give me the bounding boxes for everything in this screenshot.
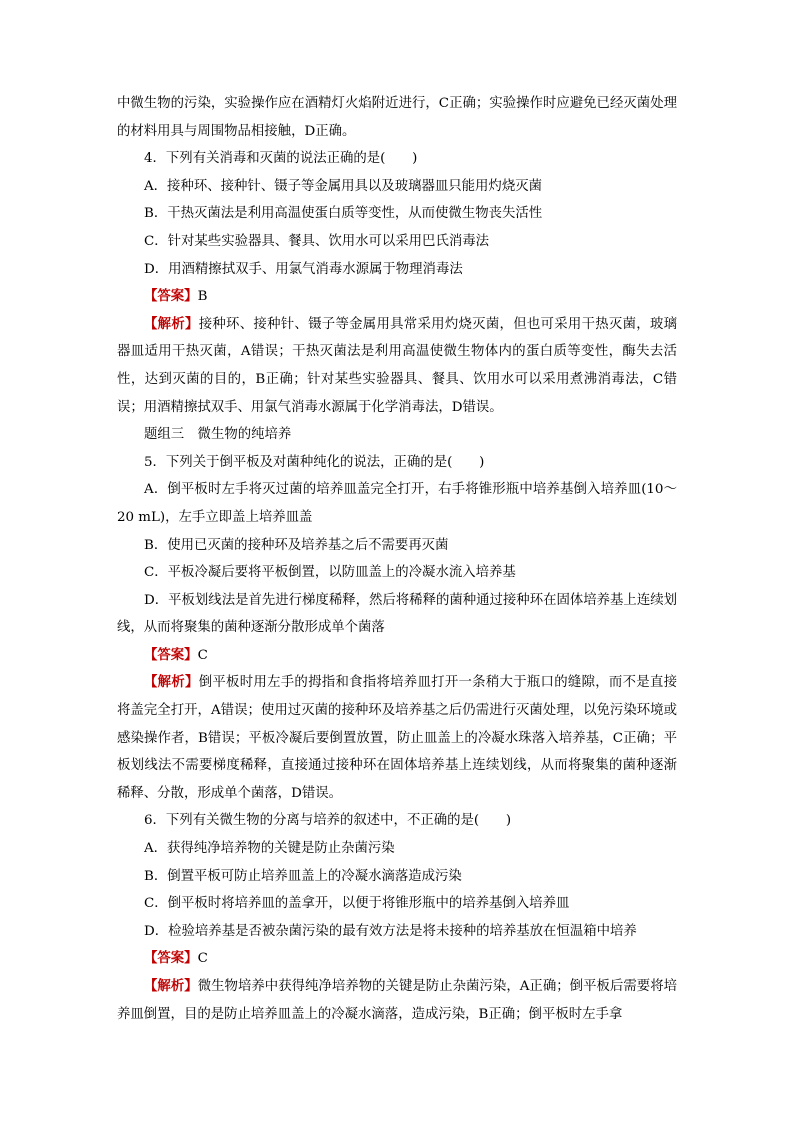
answer-value: C: [197, 951, 208, 967]
analysis-tag: 【解析】: [144, 315, 199, 332]
document-page: [117, 90, 677, 1028]
question-5-analysis: [117, 669, 677, 807]
question-5-stem: 5．下列关于倒平板及对菌种纯化的说法，正确的是( ): [144, 454, 485, 470]
analysis-text: 倒平板时用左手的拇指和食指将培养皿打开一条稍大于瓶口的缝隙，而不是直接将盖完全打开，A错误；使用过灭菌的接种环及培养基之后仍需进行灭菌处理，以免污染环境或感染操作者，B错误；平板冷凝后要倒置放置，防止皿盖上的冷凝水珠落入培养基，C正确；平板划线法不需要梯度稀释，直接通过接种环在固体培养基上连续划线，从而将聚集的菌种逐渐稀释、分散，形成单个菌落，D错误。: [117, 675, 678, 801]
question-4-stem: 4．下列有关消毒和灭菌的说法正确的是( ): [144, 151, 418, 167]
question-6-option-b: B．倒置平板可防止培养皿盖上的冷凝水滴落造成污染: [144, 868, 462, 884]
question-4-option-a: A．接种环、接种针、镊子等金属用具以及玻璃器皿只能用灼烧灭菌: [144, 178, 542, 194]
question-5-option-c: C．平板冷凝后要将平板倒置，以防皿盖上的冷凝水流入培养基: [144, 565, 516, 581]
answer-tag: 【答案】: [144, 646, 198, 663]
question-5-option-b: B．使用已灭菌的接种环及培养基之后不需要再灭菌: [144, 537, 449, 553]
question-4-analysis: [117, 311, 677, 421]
analysis-tag: 【解析】: [144, 978, 198, 994]
question-5-answer: [117, 642, 677, 670]
answer-tag: 【答案】: [144, 950, 198, 967]
question-5-option-d: D．平板划线法是首先进行梯度稀释，然后将稀释的菌种通过接种环在固体培养基上连续划线，从而将聚集的菌种逐渐分散形成单个菌落: [117, 592, 677, 636]
question-4-answer: [117, 283, 677, 311]
analysis-text: 微生物培养中获得纯净培养物的关键是防止杂菌污染，A正确；倒平板后需要将培养皿倒置，目的是防止培养皿盖上的冷凝水滴落，造成污染，B正确；倒平板时左手拿: [117, 979, 678, 1022]
question-6-option-d: D．检验培养基是否被杂菌污染的最有效方法是将未接种的培养基放在恒温箱中培养: [144, 923, 637, 939]
answer-value: C: [197, 647, 208, 663]
question-6-analysis: [117, 973, 677, 1028]
question-4-option-b: B．干热灭菌法是利用高温使蛋白质等变性，从而使微生物丧失活性: [144, 206, 543, 222]
question-4-option-c: C．针对某些实验器具、餐具、饮用水可以采用巴氏消毒法: [144, 233, 490, 249]
question-6-stem: 6．下列有关微生物的分离与培养的叙述中，不正确的是( ): [144, 813, 512, 829]
section-heading: 题组三 微生物的纯培养: [144, 427, 292, 443]
analysis-tag: 【解析】: [144, 674, 199, 691]
question-4-option-d: D．用酒精擦拭双手、用氯气消毒水源属于物理消毒法: [144, 261, 463, 277]
analysis-text: 接种环、接种针、镊子等金属用具常采用灼烧灭菌，但也可采用干热灭菌，玻璃器皿适用干热灭菌，A错误；干热灭菌法是利用高温使微生物体内的蛋白质等变性，酶失去活性，达到灭菌的目的，B正确；针对某些实验器具、餐具、饮用水可以采用煮沸消毒法，C错误；用酒精擦拭双手、用氯气消毒水源属于化学消毒法，D错误。: [117, 316, 678, 415]
answer-tag: 【答案】: [144, 288, 198, 305]
continued-analysis: 中微生物的污染，实验操作应在酒精灯火焰附近进行，C正确；实验操作时应避免已经灭菌处理的材料用具与周围物品相接触，D正确。: [117, 96, 677, 139]
answer-value: B: [197, 289, 208, 305]
question-6-option-a: A．获得纯净培养物的关键是防止杂菌污染: [144, 841, 395, 857]
question-5-option-a: A．倒平板时左手将灭过菌的培养皿盖完全打开，右手将锥形瓶中培养基倒入培养皿(10～20 mL)，左手立即盖上培养皿盖: [117, 482, 677, 525]
question-6-answer: [117, 945, 677, 973]
question-6-option-c: C．倒平板时将培养皿的盖拿开，以便于将锥形瓶中的培养基倒入培养皿: [144, 896, 570, 912]
